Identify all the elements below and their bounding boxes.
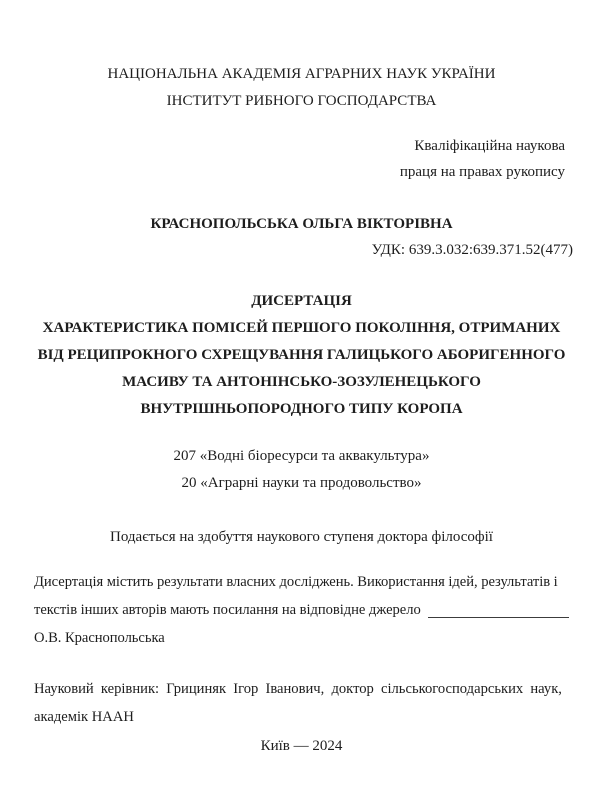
qualification-note	[34, 133, 565, 185]
supervisor-line1: Науковий керівник: Грициняк Ігор Іванович, доктор сільськогосподарських наук,	[34, 681, 562, 697]
disclaimer-signature-row	[34, 596, 569, 624]
disclaimer-line2: текстів інших авторів мають посилання на відповідне джерело	[34, 602, 421, 618]
disclaimer-block	[34, 568, 569, 652]
dissertation-label: ДИСЕРТАЦІЯ	[251, 293, 352, 309]
specialties-block	[34, 443, 569, 497]
disclaimer-signer: О.В. Краснопольська	[34, 630, 165, 646]
city-year: Київ — 2024	[260, 738, 343, 754]
qualification-note-line1: Кваліфікаційна наукова	[414, 138, 565, 154]
submission-note: Подається на здобуття наукового ступеня доктора філософії	[110, 529, 493, 545]
dissertation-title-line: ХАРАКТЕРИСТИКА ПОМІСЕЙ ПЕРШОГО ПОКОЛІННЯ, ОТРИМАНИХ	[42, 320, 561, 336]
supervisor-line2: академік НААН	[34, 709, 134, 725]
dissertation-title-line: МАСИВУ ТА АНТОНІНСЬКО-ЗОЗУЛЕНЕЦЬКОГО	[122, 374, 481, 390]
disclaimer-line1: Дисертація містить результати власних досліджень. Використання ідей, результатів і	[34, 574, 558, 590]
signature-line	[428, 617, 569, 618]
academy-name: НАЦІОНАЛЬНА АКАДЕМІЯ АГРАРНИХ НАУК УКРАЇНИ	[107, 66, 496, 82]
supervisor-block	[34, 675, 569, 731]
institute-name: ІНСТИТУТ РИБНОГО ГОСПОДАРСТВА	[166, 93, 437, 109]
dissertation-title-block	[34, 288, 569, 423]
specialty-code: 207 «Водні біоресурси та аквакультура»	[173, 448, 430, 464]
qualification-note-line2: праця на правах рукопису	[399, 164, 565, 180]
header-block	[34, 61, 569, 115]
dissertation-title-line: ВНУТРІШНЬОПОРОДНОГО ТИПУ КОРОПА	[140, 401, 463, 417]
author-name: КРАСНОПОЛЬСЬКА ОЛЬГА ВІКТОРІВНА	[150, 216, 453, 232]
udk-code: УДК: 639.3.032:639.371.52(477)	[371, 242, 573, 258]
dissertation-title-line: ВІД РЕЦИПРОКНОГО СХРЕЩУВАННЯ ГАЛИЦЬКОГО АБОРИГЕННОГО	[37, 347, 566, 363]
field-code: 20 «Аграрні науки та продовольство»	[181, 475, 422, 491]
